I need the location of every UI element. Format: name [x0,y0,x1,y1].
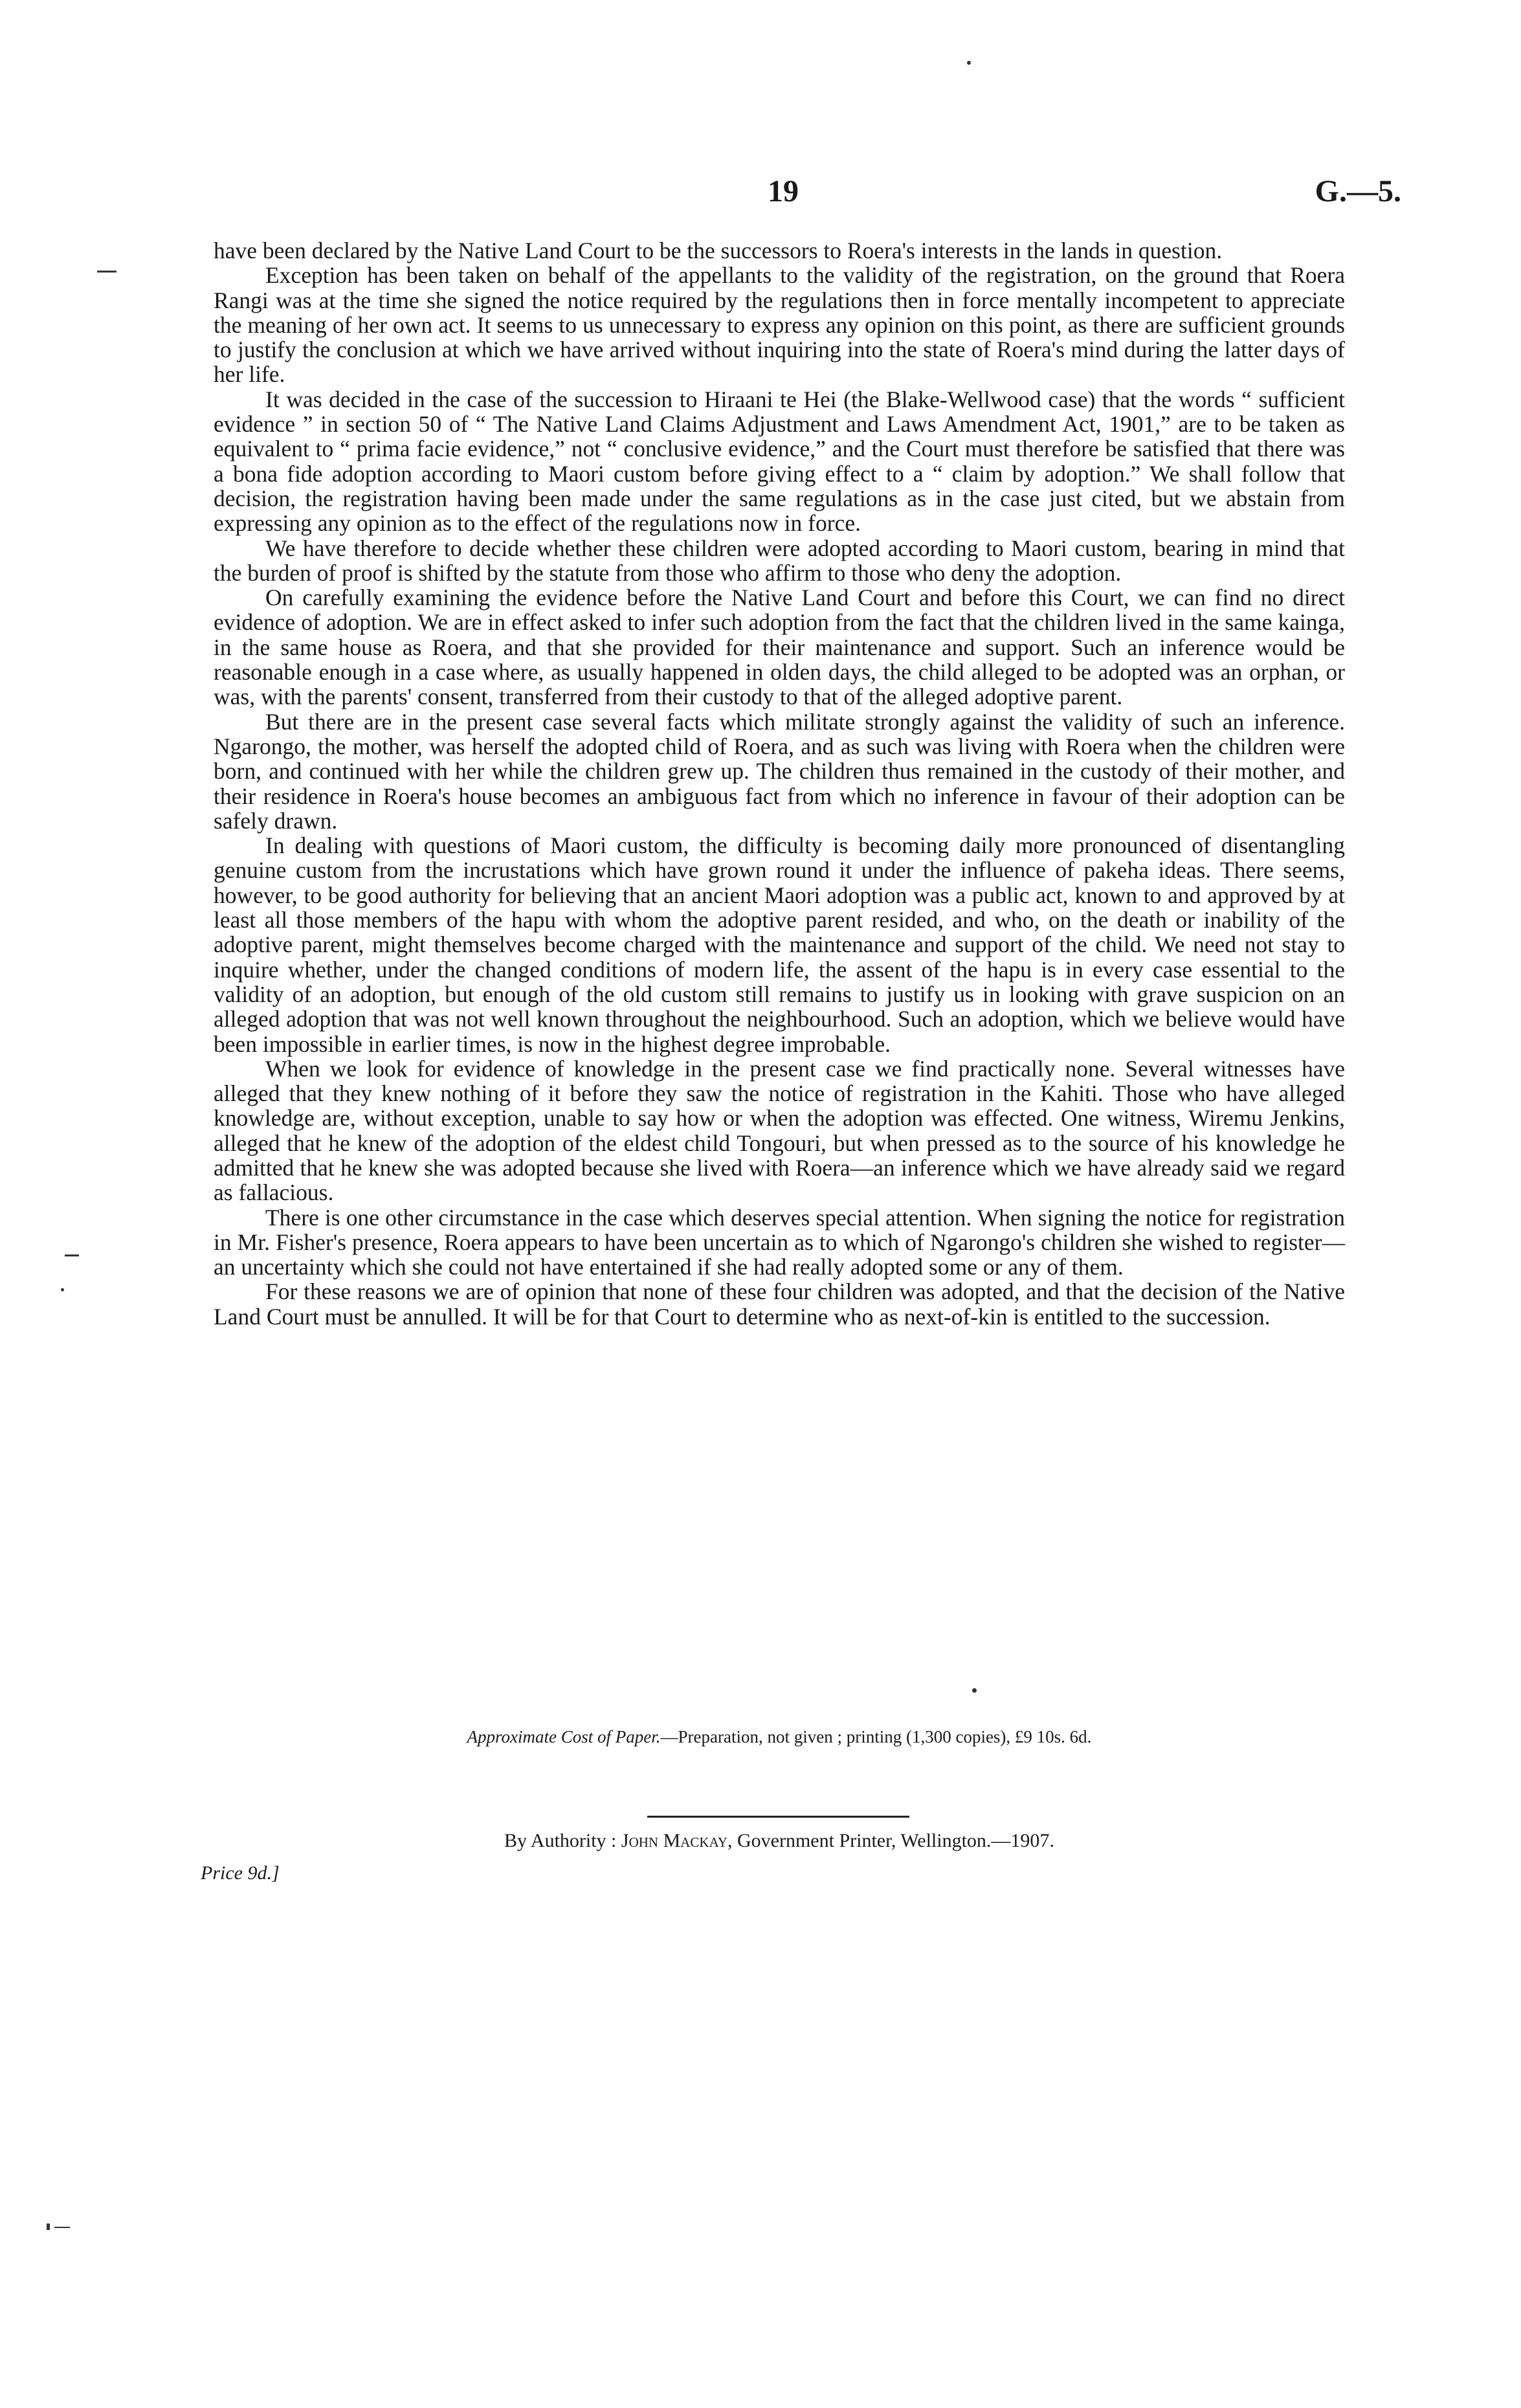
paragraph-7: In dealing with questions of Maori custom, the difficulty is becoming daily more pronounced of disentangling genuine custom from the incrustations which have grown round it under the influence of pakeha ideas. There seems, however, to be good authority for believing that an ancient Maori adoption was a public act, known to and approved by at least all those members of the hapu with whom the adoptive parent resided, and who, on the death or inability of the adoptive parent, might themselves become charged with the maintenance and support of the child. We need not stay to inquire whether, under the changed conditions of modern life, the assent of the hapu is in every case essential to the validity of an adoption, but enough of the old custom still remains to justify us in looking with grave suspicion on an alleged adoption that was not well known throughout the neighbourhood. Such an adoption, which we believe would have been impossible in earlier times, is now in the highest degree improbable. [214,832,1345,1057]
cost-label: Approximate Cost of Paper. [467,1727,661,1746]
scan-speck [967,61,971,65]
margin-mark [65,1254,79,1256]
paragraph-8: When we look for evidence of knowledge in the present case we find practically none. Several witnesses have alleged that they knew nothing of it before they saw the notice of registration in the Kahiti. Those who have alleged knowledge are, without exception, unable to say how or when the adoption was effected. One witness, Wiremu Jenkins, alleged that he knew of the adoption of the eldest child Tongouri, but when pressed as to the source of his knowledge he admitted that he knew she was adopted because she lived with Roera—an inference which we have already said we regard as fallacious. [214,1055,1345,1206]
series-code: G.—5. [1315,174,1401,208]
scan-speck [61,1288,64,1291]
scan-speck [972,1688,977,1693]
paragraph-5: On carefully examining the evidence before the Native Land Court and before this Court, we can find no direct evidence of adoption. We are in effect asked to infer such adoption from the fact that the children lived in the same kainga, in the same house as Roera, and that she provided for their maintenance and support. Such an inference would be reasonable enough in a case where, as usually happened in olden days, the child alleged to be adopted was an orphan, or was, with the parents' consent, transferred from their custody to that of the alleged adoptive parent. [214,585,1345,710]
scan-speck [47,2224,50,2230]
footer-rule [647,1816,909,1818]
cost-text: —Preparation, not given ; printing (1,300 copies), £9 10s. 6d. [660,1727,1092,1746]
paragraph-6: But there are in the present case several facts which militate strongly against the validity of such an inference. Ngarongo, the mother, was herself the adopted child of Roera, and as such was living with Roera when the children were born, and continued with her while the children grew up. The children thus remained in the custody of their mother, and their residence in Roera's house becomes an ambiguous fact from which no inference in favour of their adoption can be safely drawn. [214,708,1345,834]
imprint-printer: John Mackay [621,1830,727,1851]
paragraph-10: For these reasons we are of opinion that none of these four children was adopted, and that the decision of the Native Land Court must be annulled. It will be for that Court to determine who as next-of-kin is entitled to the succession. [214,1278,1345,1330]
paragraph-9: There is one other circumstance in the case which deserves special attention. When signing the notice for registration in Mr. Fisher's presence, Roera appears to have been uncertain as to which of Ngarongo's children she wished to register—an uncertainty which she could not have entertained if she had really adopted some or any of them. [214,1204,1345,1280]
paragraph-2: Exception has been taken on behalf of the appellants to the validity of the registration, on the ground that Roera Rangi was at the time she signed the notice required by the regulations then in force mentally incompetent to appreciate the meaning of her own act. It seems to us unnecessary to express any opinion on this point, as there are sufficient grounds to justify the conclusion at which we have arrived without inquiring into the state of Roera's mind during the latter days of her life. [214,262,1345,388]
imprint-prefix: By Authority : [504,1830,621,1851]
margin-mark [97,271,117,273]
body-text [214,238,1345,1329]
price: Price 9d.] [201,1862,280,1884]
margin-mark [54,2227,70,2228]
imprint-suffix: , Government Printer, Wellington.—1907. [727,1830,1054,1851]
cost-note [214,1727,1345,1747]
page-number: 19 [768,174,799,208]
imprint [214,1830,1345,1852]
paragraph-4: We have therefore to decide whether these children were adopted according to Maori custom, bearing in mind that the burden of proof is shifted by the statute from those who affirm to those who deny the adoption. [214,535,1345,586]
paragraph-1: have been declared by the Native Land Court to be the successors to Roera's interests in the lands in question. [214,238,1223,263]
paragraph-3: It was decided in the case of the succession to Hiraani te Hei (the Blake-Wellwood case) that the words “ sufficient evidence ” in section 50 of “ The Native Land Claims Adjustment and Laws Amendment Act, 1901,” are to be taken as equivalent to “ prima facie evidence,” not “ conclusive evidence,” and the Court must therefore be satisfied that there was a bona fide adoption according to Maori custom before giving effect to a “ claim by adoption.” We shall follow that decision, the registration having been made under the same regulations as in the case just cited, but we abstain from expressing any opinion as to the effect of the regulations now in force. [214,386,1345,537]
